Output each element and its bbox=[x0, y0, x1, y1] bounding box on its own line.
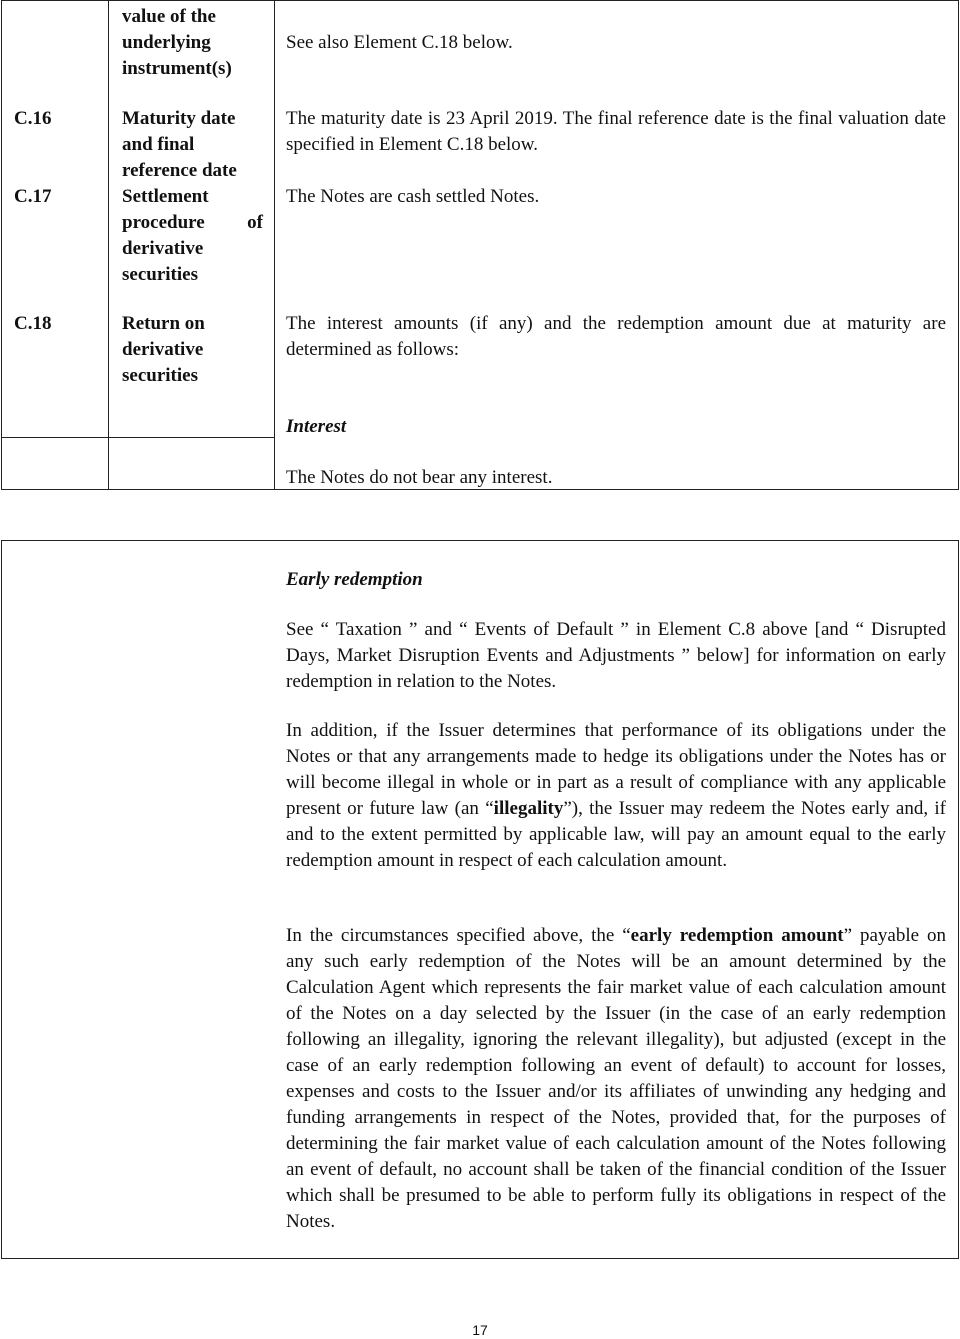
interest-heading: Interest bbox=[286, 416, 347, 437]
row-title: Settlement procedure of derivative securities bbox=[122, 186, 263, 285]
row-title: value of the underlying instrument(s) bbox=[122, 6, 232, 79]
table-row-divider bbox=[1, 437, 275, 438]
illegality-paragraph: In addition, if the Issuer determines that performance of its obligations under the Notes or that any arrangements made to hedge its obligations under the Notes has or will become illegal in whole or in part as a result of compliance with any applicable present or future law (an “illegality”), the Issuer may redeem the Notes early and, if and to the extent permitted by applicable law, will pay an amount equal to the early redemption amount in respect of each calculation amount. bbox=[286, 720, 947, 871]
row-text: The interest amounts (if any) and the redemption amount due at maturity are determined as follows: bbox=[286, 313, 946, 360]
row-title: Return on derivative securities bbox=[122, 313, 205, 386]
table-column-divider bbox=[274, 0, 275, 490]
element-number: C.17 bbox=[14, 186, 52, 207]
row-text: See also Element C.18 below. bbox=[286, 32, 513, 53]
row-title: Maturity date and final reference date bbox=[122, 108, 237, 181]
element-number: C.16 bbox=[14, 108, 52, 129]
interest-text: The Notes do not bear any interest. bbox=[286, 467, 553, 488]
page-number: 17 bbox=[472, 1322, 488, 1338]
early-redemption-amount-term: early redemption amount bbox=[630, 925, 844, 946]
row-text: The maturity date is 23 April 2019. The final reference date is the final valuation date specified in Element C.18 below. bbox=[286, 108, 946, 155]
early-redemption-paragraph: See “ Taxation ” and “ Events of Default ” in Element C.8 above [and “ Disrupted Days, Market Disruption Events and Adjustments ” below] for information on early redemption in relation to the Notes. bbox=[286, 619, 946, 692]
table-column-divider bbox=[108, 0, 109, 490]
early-redemption-amount-paragraph: In the circumstances specified above, the “early redemption amount” payable on any such early redemption of the Notes will be an amount determined by the Calculation Agent which represents the fair market value of each calculation amount of the Notes on a day selected by the Issuer (in the case of an early redemption following an illegality, ignoring the relevant illegality), but adjusted (except in the case of an early redemption following an event of default) to account for losses, expenses and costs to the Issuer and/or its affiliates of unwinding any hedging and funding arrangements in respect of the Notes, provided that, for the purposes of determining the fair market value of each calculation amount of the Notes following an event of default, no account shall be taken of the financial condition of the Issuer which shall be presumed to be able to perform fully its obligations in respect of the Notes. bbox=[286, 925, 946, 1232]
early-redemption-heading: Early redemption bbox=[286, 569, 423, 590]
illegality-term: illegality bbox=[493, 798, 564, 819]
row-text: The Notes are cash settled Notes. bbox=[286, 186, 540, 207]
element-number: C.18 bbox=[14, 313, 52, 334]
